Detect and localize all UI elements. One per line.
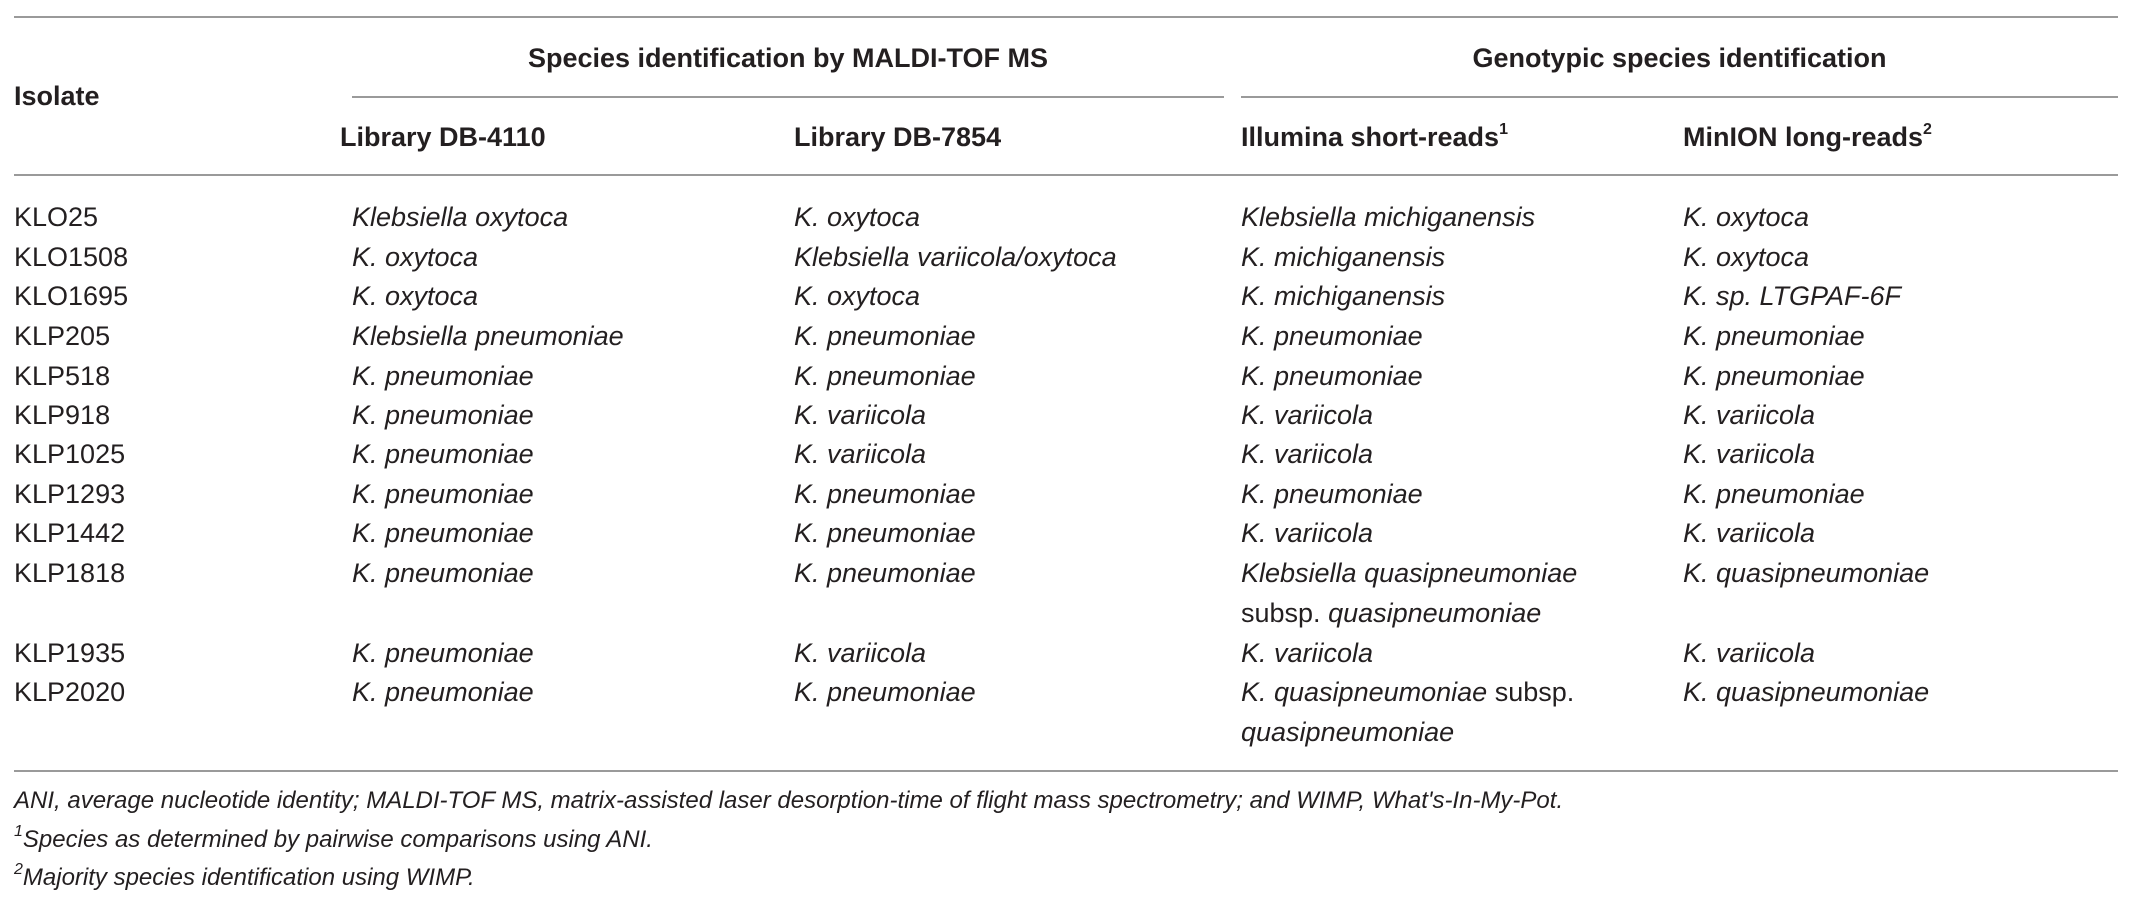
footnote-2-marker: 2 bbox=[14, 861, 23, 878]
illumina-species: K. pneumoniae bbox=[1241, 321, 1423, 351]
cell-library-db-4110: K. pneumoniae bbox=[352, 479, 534, 509]
cell-minion-long-reads: K. pneumoniae bbox=[1683, 361, 1865, 391]
cell-illumina-short-reads bbox=[1241, 513, 1373, 553]
footnote-2 bbox=[14, 863, 475, 893]
header-group-maldi: Species identification by MALDI-TOF MS bbox=[527, 43, 1049, 73]
cell-library-db-7854: K. pneumoniae bbox=[794, 479, 976, 509]
illumina-subspecies: quasipneumoniae bbox=[1328, 598, 1542, 628]
cell-library-db-7854: K. variicola bbox=[794, 638, 927, 668]
cell-minion-long-reads: K. quasipneumoniae bbox=[1683, 558, 1930, 588]
cell-minion-long-reads: K. variicola bbox=[1683, 439, 1816, 469]
cell-library-db-7854: K. oxytoca bbox=[794, 281, 921, 311]
illumina-species: K. pneumoniae bbox=[1241, 479, 1423, 509]
cell-minion-long-reads: K. pneumoniae bbox=[1683, 321, 1865, 351]
cell-library-db-7854: K. pneumoniae bbox=[794, 361, 976, 391]
illumina-species: Klebsiella michiganensis bbox=[1241, 202, 1536, 232]
cell-library-db-4110: K. oxytoca bbox=[352, 281, 479, 311]
cell-illumina-short-reads bbox=[1241, 474, 1423, 514]
cell-illumina-short-reads bbox=[1241, 316, 1423, 356]
cell-library-db-4110: K. oxytoca bbox=[352, 242, 479, 272]
cell-minion-long-reads: K. quasipneumoniae bbox=[1683, 677, 1930, 707]
genotypic-group-rule bbox=[1241, 96, 2118, 98]
cell-illumina-short-reads bbox=[1241, 197, 1535, 237]
cell-library-db-4110: K. pneumoniae bbox=[352, 518, 534, 548]
table-top-rule bbox=[14, 16, 2118, 18]
illumina-species: K. variicola bbox=[1241, 439, 1374, 469]
cell-isolate: KLO1695 bbox=[14, 281, 129, 311]
cell-isolate: KLP205 bbox=[14, 321, 111, 351]
cell-library-db-7854: K. variicola bbox=[794, 439, 927, 469]
table-container bbox=[14, 0, 2118, 912]
table-bottom-rule bbox=[14, 770, 2118, 772]
cell-library-db-4110: K. pneumoniae bbox=[352, 638, 534, 668]
cell-minion-long-reads: K. oxytoca bbox=[1683, 242, 1810, 272]
illumina-subsp-label: subsp. bbox=[1241, 598, 1321, 628]
maldi-group-rule bbox=[352, 96, 1224, 98]
cell-library-db-4110: K. pneumoniae bbox=[352, 400, 534, 430]
header-illumina-label: Illumina short-reads bbox=[1241, 122, 1500, 152]
cell-library-db-4110: K. pneumoniae bbox=[352, 439, 534, 469]
illumina-species: K. variicola bbox=[1241, 400, 1374, 430]
cell-illumina-short-reads bbox=[1241, 434, 1373, 474]
header-isolate: Isolate bbox=[14, 81, 100, 111]
header-minion-label: MinION long-reads bbox=[1683, 122, 1924, 152]
illumina-species: K. quasipneumoniae bbox=[1241, 677, 1488, 707]
cell-library-db-4110: K. pneumoniae bbox=[352, 558, 534, 588]
cell-library-db-7854: K. pneumoniae bbox=[794, 558, 976, 588]
footnote-1 bbox=[14, 825, 653, 855]
footnote-2-text: Majority species identification using WIMP. bbox=[22, 864, 475, 891]
illumina-species: Klebsiella quasipneumoniae bbox=[1241, 558, 1578, 588]
cell-isolate: KLP2020 bbox=[14, 677, 126, 707]
header-library-db-7854: Library DB-7854 bbox=[794, 122, 1002, 152]
cell-illumina-short-reads bbox=[1241, 356, 1423, 396]
cell-isolate: KLP1818 bbox=[14, 558, 126, 588]
header-illumina-footnote-marker: 1 bbox=[1499, 121, 1508, 138]
footnote-1-text: Species as determined by pairwise comparisons using ANI. bbox=[22, 826, 653, 853]
cell-library-db-7854: K. pneumoniae bbox=[794, 321, 976, 351]
cell-library-db-4110: K. pneumoniae bbox=[352, 361, 534, 391]
cell-illumina-short-reads bbox=[1241, 395, 1373, 435]
cell-minion-long-reads: K. oxytoca bbox=[1683, 202, 1810, 232]
header-group-genotypic: Genotypic species identification bbox=[1472, 43, 1887, 73]
illumina-species: K. michiganensis bbox=[1241, 281, 1446, 311]
cell-minion-long-reads: K. pneumoniae bbox=[1683, 479, 1865, 509]
header-library-db-4110: Library DB-4110 bbox=[340, 122, 546, 152]
footnote-abbreviations: ANI, average nucleotide identity; MALDI-TOF MS, matrix-assisted laser desorption-time of flight mass spectrometry; and WIMP, What's-In-My-Pot. bbox=[14, 787, 1564, 814]
cell-minion-long-reads: K. variicola bbox=[1683, 518, 1816, 548]
cell-isolate: KLO1508 bbox=[14, 242, 129, 272]
illumina-species: K. variicola bbox=[1241, 638, 1374, 668]
cell-minion-long-reads: K. variicola bbox=[1683, 638, 1816, 668]
cell-isolate: KLP918 bbox=[14, 400, 111, 430]
cell-library-db-7854: K. pneumoniae bbox=[794, 518, 976, 548]
header-minion-long-reads bbox=[1683, 121, 1932, 153]
header-illumina-short-reads bbox=[1241, 121, 1508, 153]
footnote-1-marker: 1 bbox=[14, 823, 23, 840]
cell-isolate: KLP1442 bbox=[14, 518, 126, 548]
illumina-species: K. michiganensis bbox=[1241, 242, 1446, 272]
cell-illumina-short-reads bbox=[1241, 237, 1445, 277]
cell-isolate: KLP1935 bbox=[14, 638, 126, 668]
illumina-subspecies: quasipneumoniae bbox=[1241, 717, 1455, 747]
cell-isolate: KLP1025 bbox=[14, 439, 126, 469]
illumina-species: K. variicola bbox=[1241, 518, 1374, 548]
cell-minion-long-reads: K. sp. LTGPAF-6F bbox=[1683, 281, 1902, 311]
cell-illumina-short-reads bbox=[1241, 672, 1574, 752]
cell-library-db-7854: K. pneumoniae bbox=[794, 677, 976, 707]
cell-library-db-7854: K. oxytoca bbox=[794, 202, 921, 232]
header-bottom-rule bbox=[14, 174, 2118, 176]
illumina-species: K. pneumoniae bbox=[1241, 361, 1423, 391]
illumina-subsp-label: subsp. bbox=[1494, 677, 1575, 707]
cell-minion-long-reads: K. variicola bbox=[1683, 400, 1816, 430]
cell-library-db-7854: K. variicola bbox=[794, 400, 927, 430]
cell-isolate: KLP1293 bbox=[14, 479, 126, 509]
cell-illumina-short-reads bbox=[1241, 553, 1577, 633]
cell-illumina-short-reads bbox=[1241, 633, 1373, 673]
cell-library-db-4110: K. pneumoniae bbox=[352, 677, 534, 707]
cell-library-db-4110: Klebsiella pneumoniae bbox=[352, 321, 624, 351]
cell-isolate: KLP518 bbox=[14, 361, 111, 391]
cell-isolate: KLO25 bbox=[14, 202, 99, 232]
cell-illumina-short-reads bbox=[1241, 276, 1445, 316]
header-minion-footnote-marker: 2 bbox=[1923, 121, 1932, 138]
cell-library-db-7854: Klebsiella variicola/oxytoca bbox=[794, 242, 1117, 272]
cell-library-db-4110: Klebsiella oxytoca bbox=[352, 202, 569, 232]
